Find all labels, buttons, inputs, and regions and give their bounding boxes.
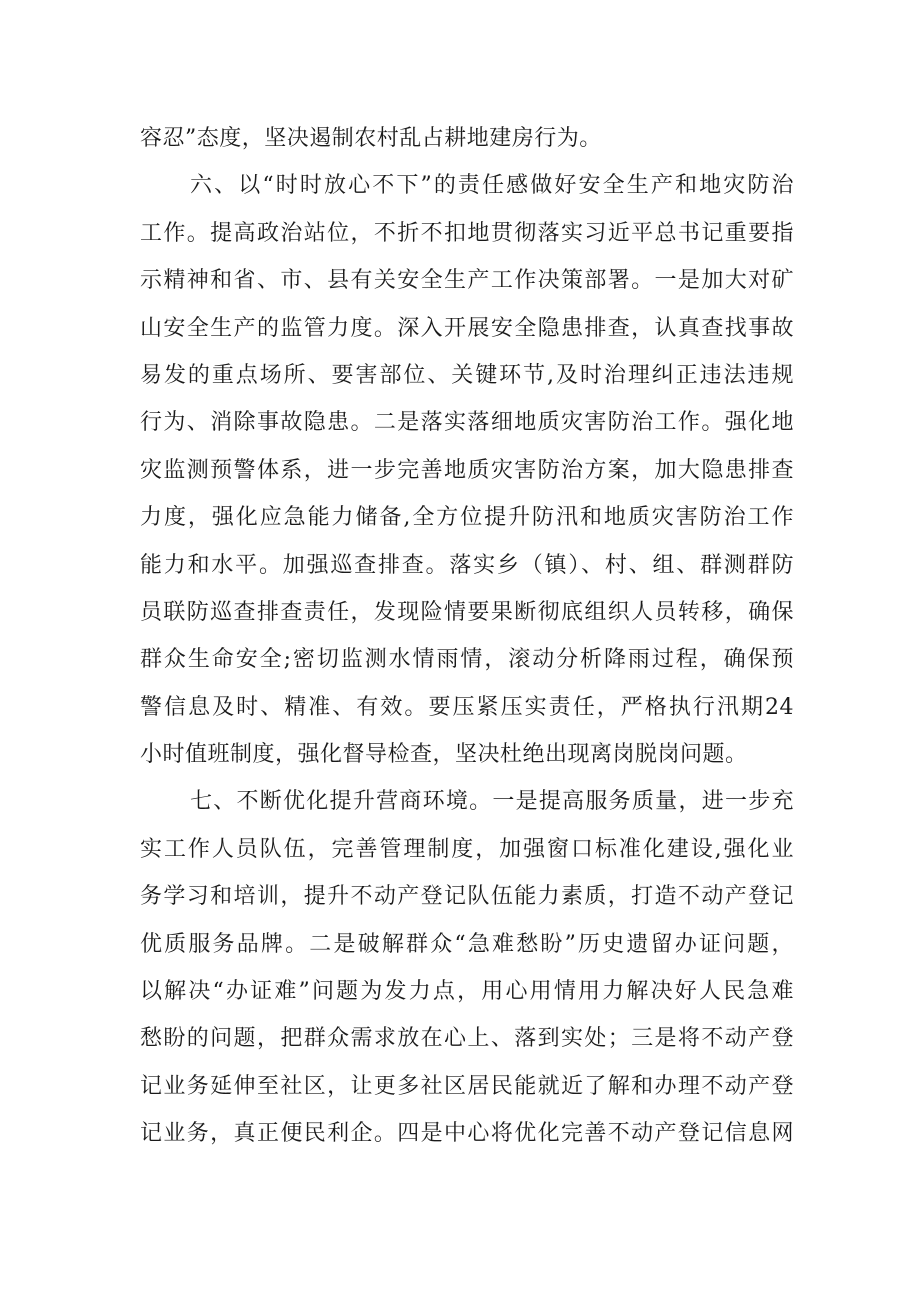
document-body — [140, 115, 794, 1158]
text-line: 记业务延伸至社区，让更多社区居民能就近了解和办理不动产登 — [140, 1073, 794, 1099]
text-line: 容忍”态度，坚决遏制农村乱占耕地建房行为。 — [140, 126, 602, 151]
text-line: 行为、消除事故隐患。二是落实落细地质灾害防治工作。强化地 — [140, 410, 794, 436]
section-heading-line: 七、不断优化提升营商环境。一是提高服务质量，进一步充 — [190, 789, 794, 815]
text-line: 易发的重点场所、要害部位、关键环节,及时治理纠正违法违规 — [140, 362, 794, 388]
text-line: 员联防巡查排查责任，发现险情要果断彻底组织人员转移，确保 — [140, 599, 794, 625]
text-line: 工作。提高政治站位，不折不扣地贯彻落实习近平总书记重要指 — [140, 220, 794, 246]
text-line: 务学习和培训，提升不动产登记队伍能力素质，打造不动产登记 — [140, 884, 794, 910]
text-line: 愁盼的问题，把群众需求放在心上、落到实处；三是将不动产登 — [140, 1026, 794, 1052]
text-line: 实工作人员队伍，完善管理制度，加强窗口标准化建设,强化业 — [140, 836, 794, 862]
text-line: 能力和水平。加强巡查排查。落实乡（镇）、村、组、群测群防 — [140, 552, 794, 578]
text-line: 群众生命安全;密切监测水情雨情，滚动分析降雨过程，确保预 — [140, 647, 794, 673]
text-line: 示精神和省、市、县有关安全生产工作决策部署。一是加大对矿 — [140, 268, 794, 294]
text-line: 小时值班制度，强化督导检查，坚决杜绝出现离岗脱岗问题。 — [140, 742, 748, 768]
section-heading-line: 六、以“时时放心不下”的责任感做好安全生产和地灾防治 — [190, 173, 794, 199]
text-line: 灾监测预警体系，进一步完善地质灾害防治方案，加大隐患排查 — [140, 457, 794, 483]
text-line: 警信息及时、精准、有效。要压紧压实责任，严格执行汛期24 — [140, 694, 794, 720]
text-line: 力度，强化应急能力储备,全方位提升防汛和地质灾害防治工作 — [140, 505, 794, 531]
text-line: 优质服务品牌。二是破解群众“急难愁盼”历史遗留办证问题， — [140, 931, 794, 957]
text-line: 山安全生产的监管力度。深入开展安全隐患排查，认真查找事故 — [140, 315, 794, 341]
text-line: 记业务，真正便民利企。四是中心将优化完善不动产登记信息网 — [140, 1121, 794, 1147]
text-line: 以解决“办证难”问题为发力点，用心用情用力解决好人民急难 — [140, 979, 794, 1005]
